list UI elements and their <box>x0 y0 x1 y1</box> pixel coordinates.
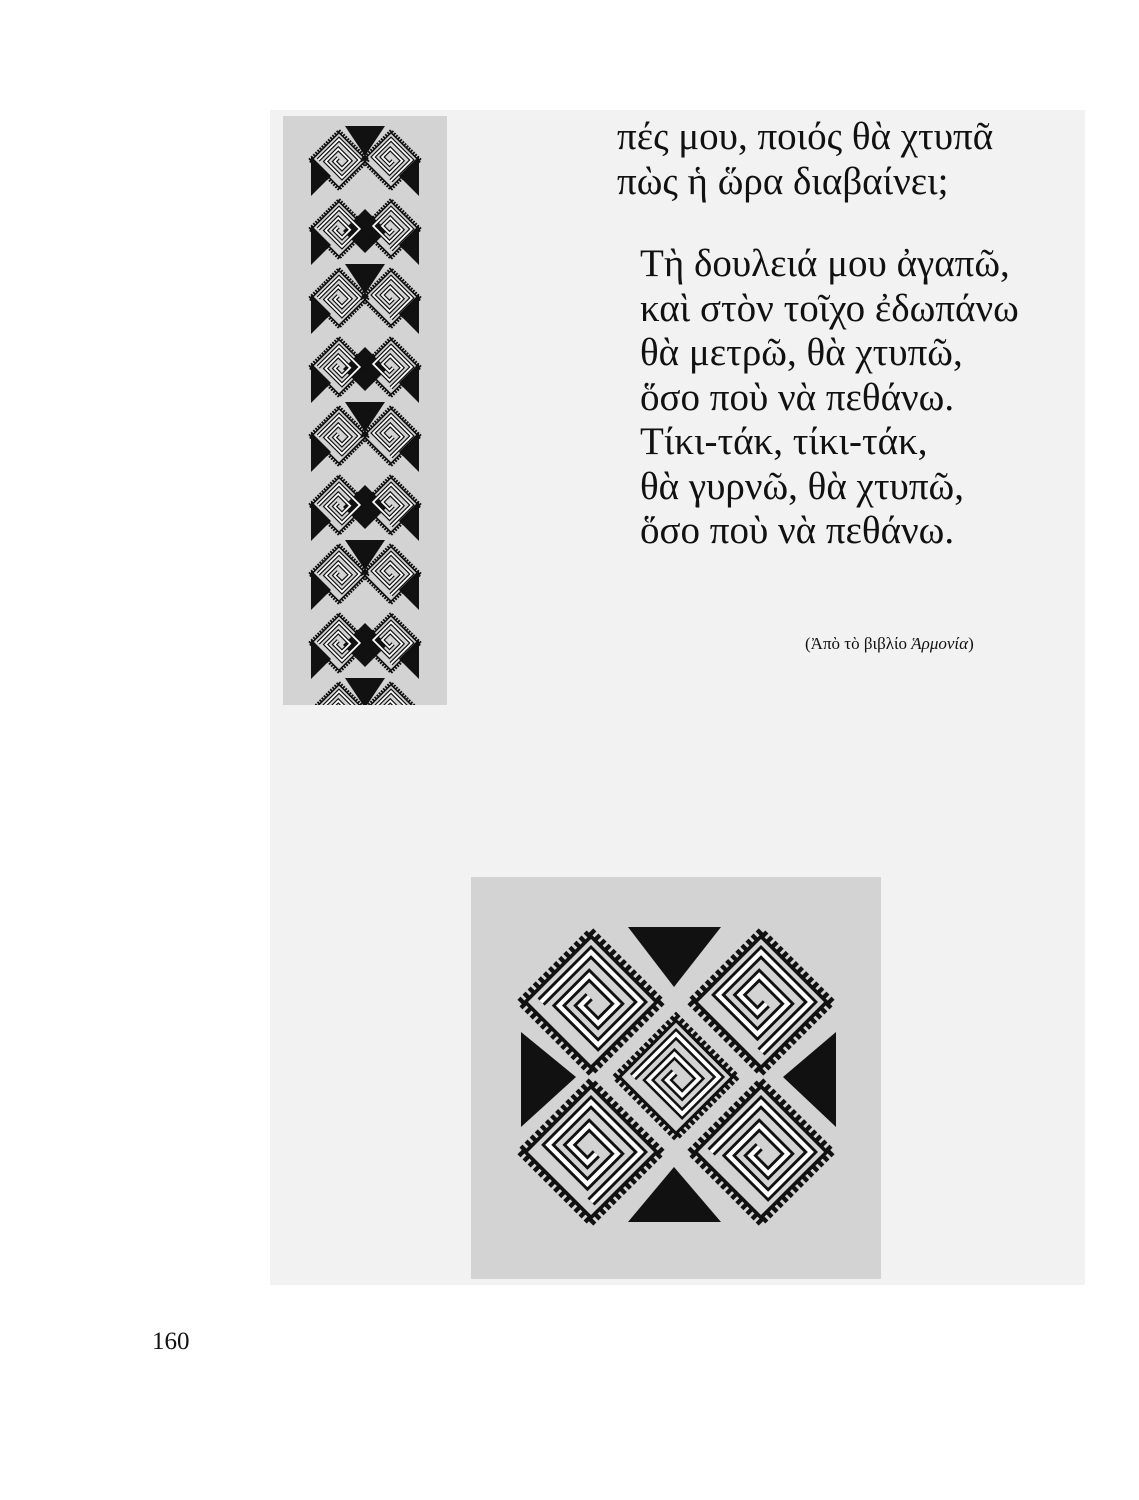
square-triangle-top <box>628 927 721 987</box>
poem-line: Τίκι-τάκ, τίκι-τάκ, <box>640 420 928 463</box>
poem-line: θὰ μετρῶ, θὰ χτυπῶ, <box>640 331 963 374</box>
page-number: 160 <box>152 1328 190 1355</box>
poem-line: Τὴ δουλειά μου ἀγαπῶ, <box>640 242 1010 285</box>
meander-square-svg <box>471 877 881 1279</box>
source-citation <box>805 634 974 654</box>
source-suffix: ) <box>968 634 974 653</box>
meander-band-svg <box>283 116 447 705</box>
decorative-meander-square-image <box>471 877 881 1279</box>
source-book-title: Ἁρμονία <box>911 634 969 653</box>
square-triangle-bottom <box>628 1167 721 1222</box>
decorative-meander-band-image <box>283 116 447 705</box>
poem-stanza-1 <box>617 115 1080 204</box>
poem-line: καὶ στὸν τοῖχο ἐδωπάνω <box>640 286 1019 330</box>
poem <box>500 115 1080 554</box>
poem-line: πὼς ἡ ὥρα διαβαίνει; <box>617 159 949 203</box>
poem-line: ὅσο ποὺ νὰ πεθάνω. <box>640 375 955 419</box>
poem-line: πές μου, ποιός θὰ χτυπᾶ <box>617 115 994 158</box>
poem-line: ὅσο ποὺ νὰ πεθάνω. <box>640 509 955 552</box>
poem-line: θὰ γυρνῶ, θὰ χτυπῶ, <box>640 464 964 508</box>
source-prefix: (Ἀπὸ τὸ βιβλίο <box>805 634 912 653</box>
poem-stanza-2 <box>640 242 1080 554</box>
